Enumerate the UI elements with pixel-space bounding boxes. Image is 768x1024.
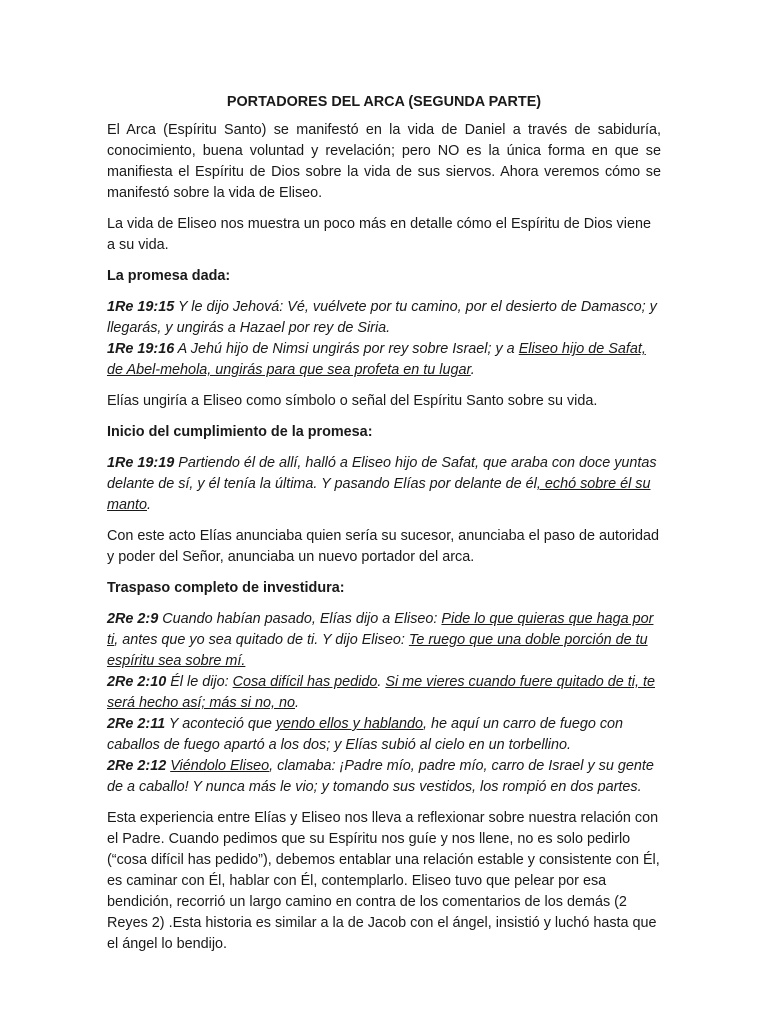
verse-text: Y aconteció que [165, 716, 276, 732]
verse-text: Y le dijo Jehová: Vé, vuélvete por tu camino, por el desierto de Damasco; y llegarás, y ungirás a Hazael por rey de Siria. [107, 299, 657, 336]
section-heading-promesa: La promesa dada: [107, 268, 231, 284]
verse-ref: 1Re 19:15 [107, 299, 175, 315]
verse-2re-2-10 [107, 672, 661, 714]
verse-block-traspaso [107, 609, 661, 798]
verse-ref: 1Re 19:19 [107, 455, 175, 471]
verse-underlined-text: Eliseo hijo de Safat, de Abel-mehola, ungirás para que sea profeta en tu lugar [107, 341, 646, 378]
intro-paragraph-1: El Arca (Espíritu Santo) se manifestó en la vida de Daniel a través de sabiduría, conocimiento, buena voluntad y revelación; pero NO es la única forma en que se manifiesta el Espíritu de Dios sobre la vida de sus siervos. Ahora veremos cómo se manifestó sobre la vida de Eliseo. [107, 122, 661, 201]
verse-text: Él le dijo: [166, 674, 233, 690]
verse-text: . [147, 497, 151, 513]
verse-2re-2-12 [107, 756, 661, 798]
verse-text: , clamaba: ¡Padre mío, padre mío, carro de Israel y su gente de a caballo! Y nunca más le vio; y tomando sus vestidos, los rompió en dos partes. [107, 758, 654, 795]
verse-ref: 2Re 2:9 [107, 611, 159, 627]
commentary-paragraph-3: Esta experiencia entre Elías y Eliseo nos lleva a reflexionar sobre nuestra relación con el Padre. Cuando pedimos que su Espíritu nos guíe y nos llene, no es solo pedirlo (“cosa difícil has pedido”), debemos entablar una relación estable y consistente con Él, es caminar con Él, hablar con Él, contemplarlo. Eliseo tuvo que pelear por esa bendición, recorrió un largo camino en contra de los comentarios de los demás (2 Reyes 2) .Esta historia es similar a la de Jacob con el ángel, insistió y luchó hasta que el ángel lo bendijo. [107, 810, 660, 952]
verse-2re-2-11 [107, 714, 661, 756]
verse-underlined-text: Cosa difícil has pedido [232, 674, 378, 690]
section-heading-traspaso: Traspaso completo de investidura: [107, 580, 345, 596]
verse-ref: 2Re 2:10 [107, 674, 167, 690]
verse-2re-2-9 [107, 609, 661, 672]
verse-block-promesa [107, 297, 661, 381]
verse-text: . [470, 362, 475, 378]
verse-text: , antes que yo sea quitado de ti. Y dijo Eliseo: [114, 632, 409, 648]
verse-block-inicio [107, 453, 661, 516]
commentary-paragraph-2: Con este acto Elías anunciaba quien sería su sucesor, anunciaba el paso de autoridad y poder del Señor, anunciaba un nuevo portador del arca. [107, 528, 660, 565]
verse-1re-19-15 [107, 297, 661, 339]
verse-text: , he aquí un carro de fuego con caballos de fuego apartó a los dos; y Elías subió al cielo en un torbellino. [107, 716, 624, 753]
verse-ref: 2Re 2:11 [107, 716, 166, 732]
commentary-paragraph-1: Elías ungiría a Eliseo como símbolo o señal del Espíritu Santo sobre su vida. [107, 393, 598, 409]
verse-text: A Jehú hijo de Nimsi ungirás por rey sobre Israel; y a [174, 341, 519, 357]
section-heading-inicio: Inicio del cumplimiento de la promesa: [107, 424, 373, 440]
verse-text: Partiendo él de allí, halló a Eliseo hijo de Safat, que araba con doce yuntas delante de sí, y él tenía la última. Y pasando Elías por delante de él [107, 455, 657, 492]
verse-text: Cuando habían pasado, Elías dijo a Eliseo: [158, 611, 442, 627]
document-title: PORTADORES DEL ARCA (SEGUNDA PARTE) [226, 94, 542, 110]
verse-underlined-text: yendo ellos y hablando [275, 716, 424, 732]
verse-underlined-text: , echó sobre él su manto [107, 476, 651, 513]
verse-ref: 2Re 2:12 [107, 758, 167, 774]
verse-underlined-text: Te ruego que una doble porción de tu espíritu sea sobre mí. [107, 632, 648, 669]
verse-ref: 1Re 19:16 [107, 341, 175, 357]
verse-1re-19-16 [107, 339, 661, 381]
verse-text: . [377, 674, 386, 690]
verse-underlined-text: Pide lo que quieras que haga por ti [107, 611, 654, 648]
verse-underlined-text: Viéndolo Eliseo [170, 758, 270, 774]
verse-text: . [294, 695, 299, 711]
verse-underlined-text: Si me vieres cuando fuere quitado de ti, te será hecho así; más si no, no [107, 674, 655, 711]
intro-paragraph-2: La vida de Eliseo nos muestra un poco más en detalle cómo el Espíritu de Dios viene a su vida. [107, 216, 651, 253]
verse-1re-19-19 [107, 453, 661, 516]
